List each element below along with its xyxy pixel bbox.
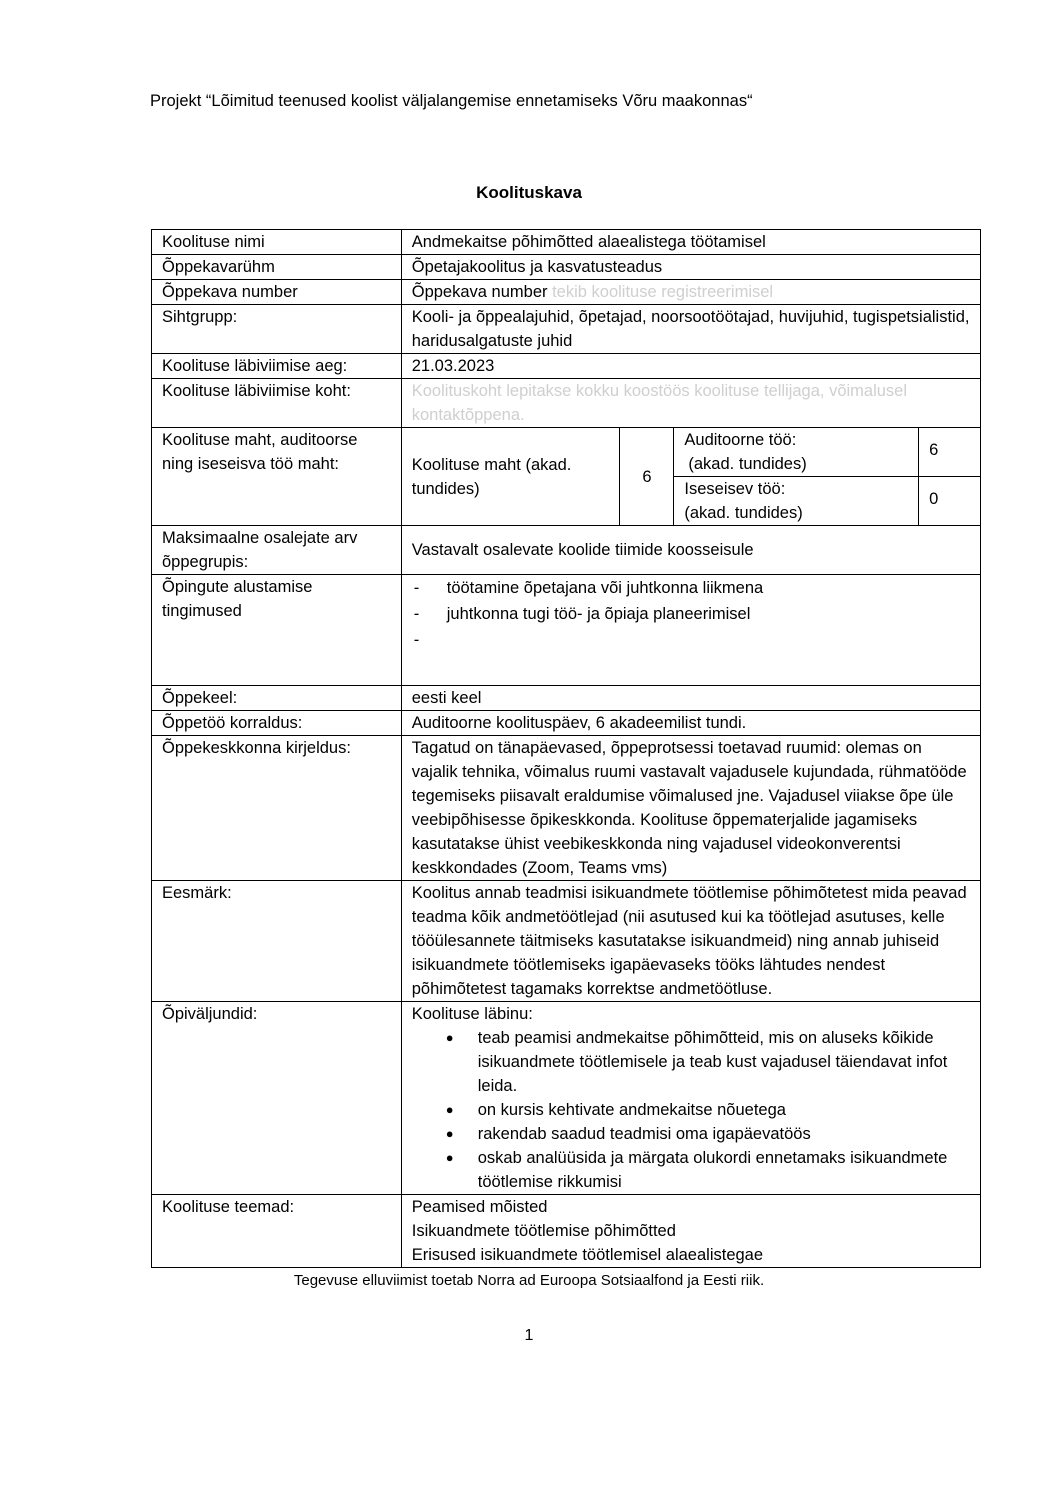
row-label: Maksimaalne osalejate arv õppegrupis:: [152, 526, 402, 575]
auditory-label-line2: (akad. tundides): [688, 455, 807, 473]
conditions-list: [412, 575, 970, 657]
table-row: [152, 881, 981, 1002]
row-value: Tagatud on tänapäevased, õppeprotsessi toetavad ruumid: olemas on vajalik tehnika, võimalus ruumi vastavalt vajadusele kujundada, rühmatööde tegemiseks piisavalt eraldumise võimalused jne. Vajadusel viiakse õpe üle veebipõhisesse õpikeskkonda. Koolituse õppematerjalide jagamiseks kasutatakse ühist veebikeskkonda ning vajadusel videokonverentsi keskkondades (Zoom, Teams vms): [401, 736, 980, 881]
independent-label-line2: (akad. tundides): [684, 504, 803, 522]
topic-item: Isikuandmete töötlemise põhimõtted: [411, 1222, 676, 1240]
list-item: [445, 1146, 970, 1194]
outcome-text: rakendab saadud teadmisi oma igapäevatöös: [477, 1125, 811, 1143]
table-row: [152, 354, 981, 379]
row-value: Õpetajakoolitus ja kasvatusteadus: [401, 255, 980, 280]
row-label: Koolituse läbiviimise koht:: [152, 379, 402, 428]
topic-item: Erisused isikuandmete töötlemisel alaealistegae: [411, 1246, 764, 1264]
outcome-text: on kursis kehtivate andmekaitse nõuetega: [477, 1101, 786, 1119]
outcome-text: teab peamisi andmekaitse põhimõtteid, mis on aluseks kõikide isikuandmete töötlemisele ja teab kust vajadusel täiendavat infot leida.: [477, 1029, 948, 1095]
row-label: Õppekeel:: [152, 686, 402, 711]
table-row: [152, 1195, 981, 1268]
total-hours-value: 6: [620, 428, 674, 526]
bullet-icon: ●: [445, 1150, 454, 1165]
list-item: [445, 1098, 970, 1122]
independent-work-label: [674, 477, 919, 526]
table-row: [152, 280, 981, 305]
row-label: Sihtgrupp:: [152, 305, 402, 354]
row-value: Kooli- ja õppealajuhid, õpetajad, noorsootöötajad, huvijuhid, tugispetsialistid, haridusalgatuste juhid: [401, 305, 980, 354]
table-row: [152, 736, 981, 881]
row-label: Õppekeskkonna kirjeldus:: [152, 736, 402, 881]
row-label: Õppekavarühm: [152, 255, 402, 280]
list-item: - juhtkonna tugi töö- ja õpiaja planeerimisel: [412, 601, 970, 627]
table-row: [152, 305, 981, 354]
row-value: Koolitus annab teadmisi isikuandmete töötlemise põhimõtetest mida peavad teadma kõik andmetöötlejad (nii asutused kui ka töötlejad asutuses, kelle tööülesannete täitmiseks kasutatakse isikuandmeid) ning annab juhiseid isikuandmete töötlemiseks igapäevaseks tööks lähtudes nendest põhimõtetest tagamaks korrektse andmetöötluse.: [401, 881, 980, 1002]
number-text: Õppekava number: [411, 283, 548, 301]
table-row: [152, 1002, 981, 1195]
independent-work-value: 0: [919, 477, 981, 526]
list-item: [445, 1026, 970, 1098]
number-placeholder: tekib koolituse registreerimisel: [552, 283, 774, 301]
row-label: Õppetöö korraldus:: [152, 711, 402, 736]
auditory-label-line1: Auditoorne töö:: [684, 431, 797, 449]
topic-item: Peamised mõisted: [411, 1198, 548, 1216]
auditory-work-value: 6: [919, 428, 981, 477]
document-header: Projekt “Lõimitud teenused koolist väljalangemise ennetamiseks Võru maakonnas“: [150, 92, 753, 110]
table-row: [152, 711, 981, 736]
row-label: Eesmärk:: [152, 881, 402, 1002]
row-value: Andmekaitse põhimõtted alaealistega töötamisel: [401, 230, 980, 255]
bullet-icon: ●: [445, 1030, 454, 1045]
row-label: Koolituse läbiviimise aeg:: [152, 354, 402, 379]
row-label: Õppekava number: [152, 280, 402, 305]
total-hours-label: Koolituse maht (akad. tundides): [401, 428, 620, 526]
page-number: 1: [524, 1327, 534, 1344]
table-row: [152, 575, 981, 686]
row-value: [401, 575, 980, 686]
row-label: Koolituse teemad:: [152, 1195, 402, 1268]
row-label: Koolituse nimi: [152, 230, 402, 255]
row-value: eesti keel: [401, 686, 980, 711]
table-row: [152, 686, 981, 711]
row-value: [401, 1002, 980, 1195]
row-value: [401, 1195, 980, 1268]
curriculum-table: [151, 229, 981, 1268]
row-label: Õpingute alustamise tingimused: [152, 575, 402, 686]
bullet-icon: ●: [445, 1126, 454, 1141]
funding-footer: Tegevuse elluviimist toetab Norra ad Euroopa Sotsiaalfond ja Eesti riik.: [293, 1272, 765, 1289]
row-label: Õpiväljundid:: [152, 1002, 402, 1195]
row-value: Vastavalt osalevate koolide tiimide koosseisule: [401, 526, 980, 575]
list-item: [412, 627, 970, 657]
list-item: - töötamine õpetajana või juhtkonna liikmena: [412, 575, 970, 601]
row-label: Koolituse maht, auditoorse ning iseseisva töö maht:: [152, 428, 402, 526]
table-row: [152, 526, 981, 575]
outcomes-list: [412, 1026, 970, 1194]
bullet-icon: ●: [445, 1102, 454, 1117]
document-title: Koolituskava: [476, 183, 582, 202]
outcomes-intro: Koolituse läbinu:: [411, 1005, 533, 1023]
row-value: [401, 280, 980, 305]
independent-label-line1: Iseseisev töö:: [684, 480, 786, 498]
table-row: [152, 428, 981, 477]
row-value: 21.03.2023: [401, 354, 980, 379]
row-value: Koolituskoht lepitakse kokku koostöös koolituse tellijaga, võimalusel kontaktõppena.: [401, 379, 980, 428]
auditory-work-label: [674, 428, 919, 477]
outcome-text: oskab analüüsida ja märgata olukordi ennetamaks isikuandmete töötlemise rikkumisi: [477, 1149, 948, 1191]
table-row: [152, 379, 981, 428]
table-row: [152, 230, 981, 255]
list-item: [445, 1122, 970, 1146]
table-row: [152, 255, 981, 280]
row-value: Auditoorne koolituspäev, 6 akadeemilist tundi.: [401, 711, 980, 736]
